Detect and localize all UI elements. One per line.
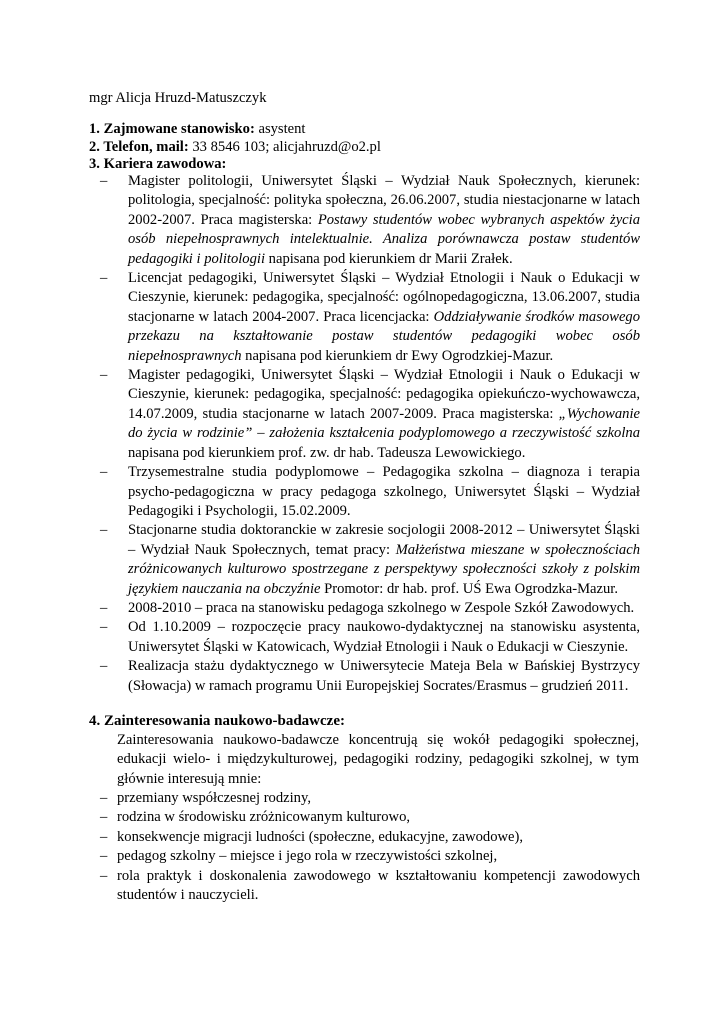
career-text: napisana pod kierunkiem dr Marii Zrałek. (265, 250, 513, 267)
career-text: Licencjat pedagogiki, Uniwersytet Śląski – Wydział Etnologii i Nauk o Edukacji w Cieszynie, kierunek: pedagogika, specjalność: ogólnopedagogiczna, 13.06.2007, studia stacjonarne w latach 2004-2007. Praca licencjacka: (128, 270, 640, 325)
interest-text: przemiany współczesnej rodziny, (117, 790, 311, 806)
career-title: „Wychowanie do życia w rodzinie” – założenia kształcenia podyplomowego a rzeczywistość szkolna (128, 405, 640, 442)
list-dash: – (100, 599, 108, 616)
interest-item (100, 847, 640, 866)
interest-item (100, 867, 640, 906)
list-dash: – (100, 464, 108, 481)
career-item (100, 269, 640, 366)
career-item-text (128, 269, 640, 366)
list-dash: – (100, 367, 108, 384)
list-dash: – (100, 828, 108, 845)
section-4-intro: Zainteresowania naukowo-badawcze koncentrują się wokół pedagogiki społecznej, edukacji wielo- i międzykulturowej, pedagogiki rodziny, pedagogiki szkolnej, w tym głównie interesują mnie: (117, 732, 639, 787)
career-item-text (128, 463, 640, 521)
interest-text: pedagog szkolny – miejsce i jego rola w rzeczywistości szkolnej, (117, 848, 498, 865)
career-text: Stacjonarne studia doktoranckie w zakresie socjologii 2008-2012 – Uniwersytet Śląski – Wydział Nauk Społecznych, temat pracy: (128, 522, 640, 558)
career-title: Małżeństwa mieszane w społecznościach zróżnicowanych kulturowo spostrzegane z perspektywy społeczności szkoły z polskim językiem nauczania na obczyźnie (128, 541, 640, 597)
career-text: 2008-2010 – praca na stanowisku pedagoga szkolnego w Zespole Szkół Zawodowych. (128, 599, 635, 616)
career-item-text (128, 599, 640, 618)
interests-list (100, 789, 640, 905)
career-title: Oddziaływanie środków masowego przekazu na kształtowanie postaw studentów pedagogiki wobec osób niepełnosprawnych (128, 308, 641, 364)
interest-item (100, 828, 640, 847)
interest-text: rodzina w środowisku zróżnicowanym kulturowo, (117, 809, 411, 826)
career-item (100, 657, 640, 696)
list-dash: – (100, 867, 108, 884)
career-item-text (128, 172, 640, 269)
career-item (100, 521, 640, 599)
career-item-text (128, 618, 640, 657)
list-dash: – (100, 522, 108, 539)
list-dash: – (100, 790, 108, 806)
interest-text: rola praktyk i doskonalenia zawodowego w kształtowaniu kompetencji zawodowych studentów i nauczycieli. (117, 867, 640, 904)
interest-item (100, 808, 640, 827)
section-3-label: 3. Kariera zawodowa: (89, 156, 227, 172)
list-dash: – (100, 848, 108, 865)
career-text: Magister pedagogiki, Uniwersytet Śląski – Wydział Etnologii i Nauk o Edukacji w Cieszynie, kierunek: pedagogika, specjalność: pedagogika opiekuńczo-wychowawcza, 14.07.2009, studia stacjonarne w latach 2007-2009. Praca magisterska: (128, 367, 640, 422)
career-item (100, 172, 640, 269)
career-text: Promotor: dr hab. prof. UŚ Ewa Ogrodzka-Mazur. (320, 580, 618, 597)
interest-text: konsekwencje migracji ludności (społeczne, edukacyjne, zawodowe), (117, 828, 524, 845)
career-item (100, 599, 640, 618)
list-dash: – (100, 173, 108, 189)
section-1-label: 1. Zajmowane stanowisko: (89, 121, 255, 137)
career-title: Postawy studentów wobec wybranych aspektów życia osób niepełnosprawnych intelektualnie. Analiza porównawcza postaw studentów pedagogiki i politologii (128, 211, 640, 267)
career-list (100, 172, 640, 696)
career-item-text (128, 521, 640, 599)
list-dash: – (100, 809, 108, 826)
list-dash: – (100, 658, 108, 675)
career-item-text (128, 366, 640, 463)
section-2-value: 33 8546 103; alicjahruzd@o2.pl (188, 139, 381, 155)
section-1 (89, 120, 305, 139)
career-text: Od 1.10.2009 – rozpoczęcie pracy naukowo-dydaktycznej na stanowisku asystenta, Uniwersytet Śląski w Katowicach, Wydział Etnologii i Nauk o Edukacji w Cieszynie. (128, 619, 640, 655)
career-text: Realizacja stażu dydaktycznego w Uniwersytecie Mateja Bela w Bańskiej Bystrzycy (Słowacja) w ramach programu Unii Europejskiej Socrates/Erasmus – grudzień 2011. (128, 658, 640, 694)
author-name: mgr Alicja Hruzd-Matuszczyk (89, 90, 267, 106)
career-text: Magister politologii, Uniwersytet Śląski – Wydział Nauk Społecznych, kierunek: politologia, specjalność: polityka społeczna, 26.06.2007, studia niestacjonarne w latach 2002-2007. Praca magisterska: (128, 173, 640, 228)
career-text: napisana pod kierunkiem dr Ewy Ogrodzkiej-Mazur. (241, 347, 554, 364)
interest-item (100, 789, 640, 808)
section-1-value: asystent (254, 121, 306, 137)
career-text: napisana pod kierunkiem prof. zw. dr hab. Tadeusza Lewowickiego. (128, 444, 526, 461)
career-text: Trzysemestralne studia podyplomowe – Pedagogika szkolna – diagnoza i terapia psycho-pedagogiczna w pracy pedagoga szkolnego, Uniwersytet Śląski – Wydział Pedagogiki i Psychologii, 15.02.2009. (128, 464, 640, 519)
career-item (100, 366, 640, 463)
section-2-label: 2. Telefon, mail: (89, 139, 189, 155)
career-item (100, 463, 640, 521)
career-item (100, 618, 640, 657)
section-4-label: 4. Zainteresowania naukowo-badawcze: (89, 713, 345, 729)
career-item-text (128, 657, 640, 696)
list-dash: – (100, 619, 108, 636)
list-dash: – (100, 270, 108, 287)
